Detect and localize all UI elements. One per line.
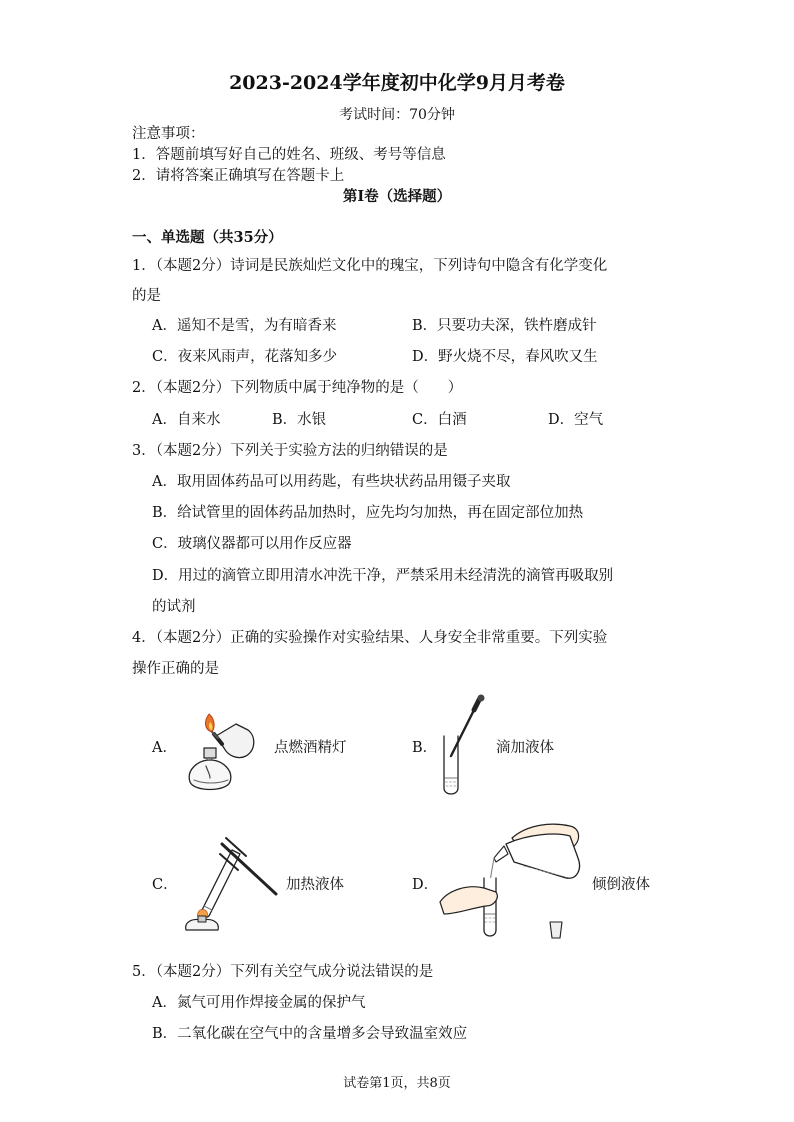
question-4-option-d-caption: 倾倒液体 xyxy=(592,877,650,893)
question-3-option-d: D．用过的滴管立即用清水冲洗干净，严禁采用未经清洗的滴管再吸取别 xyxy=(152,568,614,584)
question-2-stem: 2．（本题2分）下列物质中属于纯净物的是（ ） xyxy=(132,380,463,396)
question-2-option-a: A．自来水 xyxy=(152,412,221,428)
question-1-option-a: A．遥知不是雪，为有暗香来 xyxy=(152,318,337,334)
question-3-stem: 3．（本题2分）下列关于实验方法的归纳错误的是 xyxy=(132,443,448,459)
question-3-option-b: B．给试管里的固体药品加热时，应先均匀加热，再在固定部位加热 xyxy=(152,505,584,521)
heating-test-tube-icon xyxy=(172,832,282,936)
question-4-option-c-caption: 加热液体 xyxy=(286,877,344,893)
question-1-stem-line-1: 1．（本题2分）诗词是民族灿烂文化中的瑰宝，下列诗句中隐含有化学变化 xyxy=(132,258,608,274)
question-4-option-a-caption: 点燃酒精灯 xyxy=(274,740,347,756)
question-1-stem-line-2: 的是 xyxy=(132,288,161,304)
alcohol-lamp-icon xyxy=(176,700,266,800)
question-4-option-c-letter: C． xyxy=(152,877,178,893)
pouring-liquid-icon xyxy=(432,814,588,946)
question-5-option-b: B．二氧化碳在空气中的含量增多会导致温室效应 xyxy=(152,1026,468,1042)
question-4-option-a-letter: A． xyxy=(152,740,177,756)
question-3-option-a: A．取用固体药品可以用药匙，有些块状药品用镊子夹取 xyxy=(152,474,511,490)
question-1-option-b: B．只要功夫深，铁杵磨成针 xyxy=(412,318,597,334)
notes-heading: 注意事项： xyxy=(132,126,205,142)
question-4-stem-line-2: 操作正确的是 xyxy=(132,661,219,677)
question-5-stem: 5．（本题2分）下列有关空气成分说法错误的是 xyxy=(132,964,434,980)
note-1: 1．答题前填写好自己的姓名、班级、考号等信息 xyxy=(132,147,446,163)
question-2-option-b: B．水银 xyxy=(272,412,327,428)
question-3-option-c: C．玻璃仪器都可以用作反应器 xyxy=(152,536,352,552)
question-2-option-c: C．白酒 xyxy=(412,412,467,428)
question-4-option-b-letter: B． xyxy=(412,740,438,756)
exam-title: 2023-2024学年度初中化学9月月考卷 xyxy=(229,72,565,94)
part-title: 第I卷（选择题） xyxy=(342,188,452,205)
note-2: 2．请将答案正确填写在答题卡上 xyxy=(132,168,345,184)
exam-time: 考试时间：70分钟 xyxy=(339,107,455,123)
question-1-option-c: C．夜来风雨声，花落知多少 xyxy=(152,349,338,365)
question-2-option-d: D．空气 xyxy=(548,412,604,428)
question-3-option-d-continued: 的试剂 xyxy=(152,599,196,615)
question-5-option-a: A．氮气可用作焊接金属的保护气 xyxy=(152,995,366,1011)
question-4-option-b-caption: 滴加液体 xyxy=(496,740,554,756)
question-4-stem-line-1: 4．（本题2分）正确的实验操作对实验结果、人身安全非常重要。下列实验 xyxy=(132,630,608,646)
question-1-option-d: D．野火烧不尽，春风吹又生 xyxy=(412,349,598,365)
page-footer: 试卷第1页，共8页 xyxy=(343,1076,451,1091)
section-heading: 一、单选题（共35分） xyxy=(132,229,283,246)
question-4-option-d-letter: D． xyxy=(412,877,439,893)
dropper-test-tube-icon xyxy=(430,696,490,800)
